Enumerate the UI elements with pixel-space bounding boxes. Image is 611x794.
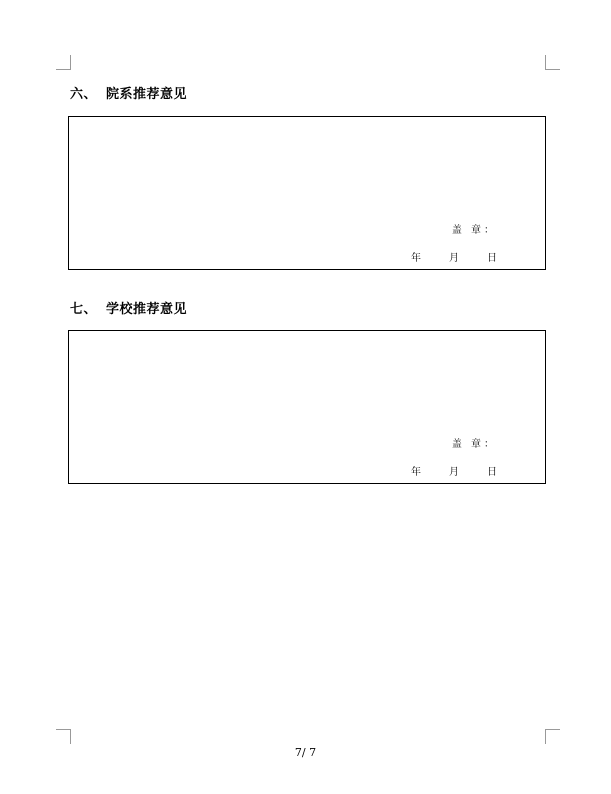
crop-mark-top-right xyxy=(545,55,560,70)
section-number: 七、 xyxy=(70,302,98,317)
date-day-label: 日 xyxy=(487,253,497,264)
school-recommendation-box[interactable] xyxy=(68,330,546,484)
section-heading-school xyxy=(70,298,187,317)
section-title: 院系推荐意见 xyxy=(106,87,188,102)
date-year-label: 年 xyxy=(411,467,421,478)
seal-label: 盖 章： xyxy=(451,439,497,450)
seal-label: 盖 章： xyxy=(451,225,497,236)
department-recommendation-box[interactable] xyxy=(68,116,546,270)
date-line xyxy=(411,249,497,264)
crop-mark-bottom-right xyxy=(545,729,560,744)
date-year-label: 年 xyxy=(411,253,421,264)
section-title: 学校推荐意见 xyxy=(106,302,188,317)
section-number: 六、 xyxy=(70,87,98,102)
date-month-label: 月 xyxy=(449,467,459,478)
date-month-label: 月 xyxy=(449,253,459,264)
section-heading-department xyxy=(70,83,187,102)
crop-mark-top-left xyxy=(56,55,71,70)
date-day-label: 日 xyxy=(487,467,497,478)
crop-mark-bottom-left xyxy=(56,729,71,744)
date-line xyxy=(411,463,497,478)
page-number: 7/ 7 xyxy=(294,746,317,759)
